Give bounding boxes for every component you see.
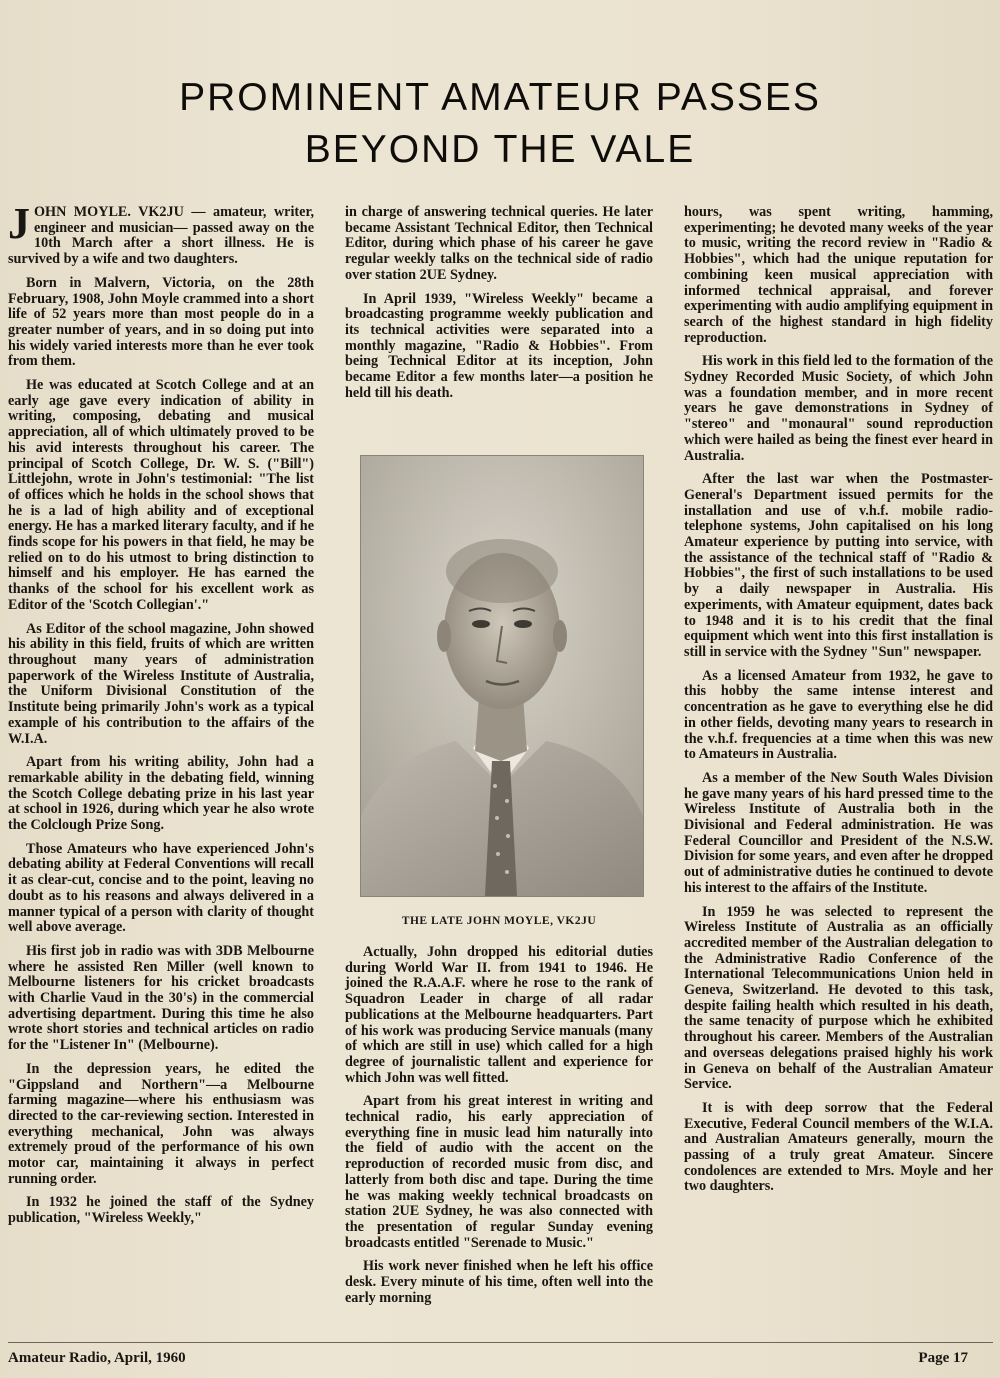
paragraph-text: OHN MOYLE. VK2JU — amateur, writer, engineer and musician— passed away on the 10th March after a short illness. He is survived by a wife and two daughters. bbox=[8, 204, 314, 268]
paragraph: As Editor of the school magazine, John showed his ability in this field, fruits of which are written throughout many years of administration paperwork of the Wireless Institute of Australia, the Uniform Divisional Constitution of the Institute being primarily John's work as a typical example of his contribution to the affairs of the W.I.A. bbox=[8, 620, 314, 747]
photo-caption: THE LATE JOHN MOYLE, VK2JU bbox=[401, 915, 597, 927]
column-2-bottom bbox=[345, 945, 653, 1314]
page-number: Page 17 bbox=[918, 1350, 968, 1366]
paragraph: Those Amateurs who have experienced John's debating ability at Federal Conventions will recall it as clear-cut, concise and to the point, leaving no doubt as to his reasons and always delivered in a manner typical of a person with clarity of thought well above average. bbox=[8, 840, 314, 936]
article-headline bbox=[100, 72, 900, 176]
paragraph: Apart from his great interest in writing and technical radio, his early appreciation of everything fine in music lead him naturally into the field of audio with the accent on the reproduction of recorded music from disc, and latterly from both disc and tape. During the time he was making weekly technical broadcasts on station 2UE Sydney, he was also connected with the presentation of regular Sunday evening broadcasts entitled "Serenade to Music." bbox=[345, 1093, 653, 1251]
footer-divider bbox=[8, 1342, 993, 1343]
paragraph: In April 1939, "Wireless Weekly" became a broadcasting programme weekly publication and its technical activities were separated into a monthly magazine, "Radio & Hobbies". From being Technical Editor at its inception, John became Editor a few months later—a position he held till his death. bbox=[345, 290, 653, 401]
column-3 bbox=[684, 205, 993, 1203]
paragraph: In 1932 he joined the staff of the Sydney publication, "Wireless Weekly," bbox=[8, 1194, 314, 1227]
paragraph: As a licensed Amateur from 1932, he gave to this hobby the same intense interest and concentration as he gave to everything else he did in other fields, devoting many years to research in the v.h.f. frequencies at a time when this was new to Amateurs in Australia. bbox=[684, 667, 993, 763]
headline-line-1: PROMINENT AMATEUR PASSES bbox=[179, 76, 821, 119]
paragraph: It is with deep sorrow that the Federal Executive, Federal Council members of the W.I.A. and Australian Amateurs generally, mourn the passing of a truly great Amateur. Sincere condolences are extended to Mrs. Moyle and her two daughters. bbox=[684, 1099, 993, 1195]
portrait-photo bbox=[360, 455, 644, 897]
column-1 bbox=[8, 199, 314, 1235]
paragraph: He was educated at Scotch College and at an early age gave every indication of ability in writing, composing, debating and musical appreciation, all of which ultimately proved to be his avid interests throughout his career. The principal of Scotch College, Dr. W. S. ("Bill") Littlejohn, wrote in John's testimonial: "The list of offices which he holds in the school shows that he is a lad of high ability and of exceptional energy. He has a marked literary faculty, and if he finds scope for his powers in that field, he may be relied on to do his utmost to bring distinction to himself and his employer. He has earned the thanks of the school for his excellent work as Editor of the 'Scotch Collegian'." bbox=[8, 377, 314, 613]
column-2-top bbox=[345, 205, 653, 409]
paragraph: His work never finished when he left his office desk. Every minute of his time, often well into the early morning bbox=[345, 1258, 653, 1306]
paragraph: Born in Malvern, Victoria, on the 28th February, 1908, John Moyle crammed into a short life of 52 years more than most people do in a greater number of years, and in so doing put into his widely varied interests more than he ever took from them. bbox=[8, 274, 314, 370]
drop-cap: J bbox=[8, 199, 30, 248]
paragraph: In 1959 he was selected to represent the Wireless Institute of Australia as an officially accredited member of the Australian delegation to the Administrative Radio Conference of the International Telecommunications Union held in Geneva, Switzerland. He devoted to this task, despite failing health which resulted in his death, the same tenacity of purpose which he exhibited throughout his career. Members of the Australian and overseas delegations praised highly his work in Geneva on behalf of the Australian Amateur Service. bbox=[684, 903, 993, 1093]
paragraph: As a member of the New South Wales Division he gave many years of his hard pressed time to the Wireless Institute of Australia both in the Divisional and Federal administration. He was Federal Councillor and President of the N.S.W. Division for some years, and even after he dropped out of administrative duties he continued to devote his interest to the affairs of the Institute. bbox=[684, 769, 993, 896]
paragraph: His first job in radio was with 3DB Melbourne where he assisted Ren Miller (well known to Melbourne listeners for his cricket broadcasts with Charlie Vaud in the 30's) in the commercial advertising department. During this time he also wrote short stories and technical articles on radio for the "Listener In" (Melbourne). bbox=[8, 942, 314, 1054]
paragraph: hours, was spent writing, hamming, experimenting; he devoted many weeks of the year to music, writing the record review in "Radio & Hobbies", which had the unique reputation for combining keen musical appreciation with informed technical appraisal, and forever experimenting with audio amplifying equipment in search of the highest standard in high fidelity reproduction. bbox=[684, 204, 993, 346]
publication-footer: Amateur Radio, April, 1960 bbox=[8, 1350, 186, 1366]
paragraph: His work in this field led to the formation of the Sydney Recorded Music Society, of which John was a foundation member, and in more recent years he gave demonstrations in Sydney of "stereo" and "monaural" sound reproduction which were hailed as being the finest ever heard in Australia. bbox=[684, 353, 993, 464]
paragraph: in charge of answering technical queries. He later became Assistant Technical Editor, then Technical Editor, during which phase of his career he gave regular weekly talks on the technical side of radio over station 2UE Sydney. bbox=[345, 204, 653, 283]
paragraph bbox=[8, 199, 314, 268]
headline-line-2: BEYOND THE VALE bbox=[304, 128, 696, 171]
paragraph: After the last war when the Postmaster-General's Department issued permits for the installation and use of v.h.f. mobile radio-telephone systems, John capitalised on his long Amateur experience by putting into service, with the assistance of the technical staff of "Radio & Hobbies", the first of such installations to be used by a daily newspaper in Australia. His experiments, with Amateur equipment, dates back to 1948 and it is to his credit that the final equipment which went into this first installation is still in service with the Sydney "Sun" newspaper. bbox=[684, 471, 993, 660]
paragraph: Apart from his writing ability, John had a remarkable ability in the debating field, winning the Scotch College debating prize in his last year at school in 1926, during which year he also wrote the Colclough Prize Song. bbox=[8, 754, 314, 834]
portrait-image bbox=[361, 456, 643, 896]
paragraph: In the depression years, he edited the "Gippsland and Northern"—a Melbourne farming magazine—where his enthusiasm was directed to the car-reviewing section. Interested in everything mechanical, John was always extremely proud of the performance of his own motor car, maintaining it always in perfect running order. bbox=[8, 1060, 314, 1187]
paragraph: Actually, John dropped his editorial duties during World War II. from 1941 to 1946. He joined the R.A.A.F. where he rose to the rank of Squadron Leader in charge of all radar publications at the Melbourne headquarters. Part of his work was producing Service manuals (many of which are still in use) which called for a high degree of journalistic tallent and experience for which John was well fitted. bbox=[345, 944, 653, 1086]
